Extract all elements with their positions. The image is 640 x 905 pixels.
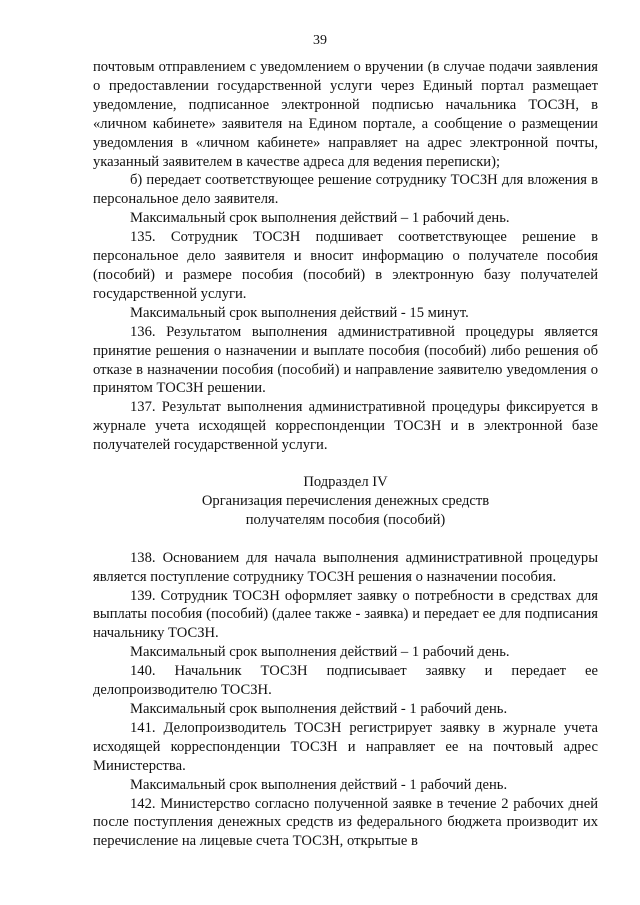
paragraph-deadline: Максимальный срок выполнения действий – 1 рабочий день. [130,644,510,661]
paragraph-142: 142. Министерство согласно полученной заявке в течение 2 рабочих дней после поступления денежных средств из федерального бюджета производит их перечисление на лицевые счета ТОСЗН, открытые в [93,795,598,850]
paragraph-141: 141. Делопроизводитель ТОСЗН регистрирует заявку в журнале учета исходящей корреспонденции ТОСЗН и направляет ее на почтовый адрес Министерства. [93,719,598,774]
paragraph-continuation: почтовым отправлением с уведомлением о вручении (в случае подачи заявления о предоставлении государственной услуги через Единый портал размещает уведомление, подписанное электронной подписью начальника ТОСЗН, в «личном кабинете» заявителя на Едином портале, а сообщение о размещении уведомления в «личном кабинете» направляет на адрес электронной почты, указанный заявителем в качестве адреса для ведения переписки); [93,59,598,170]
paragraph-140: 140. Начальник ТОСЗН подписывает заявку и передает ее делопроизводителю ТОСЗН. [93,663,598,699]
paragraph-deadline: Максимальный срок выполнения действий - 1 рабочий день. [130,701,508,717]
paragraph-138: 138. Основанием для начала выполнения административной процедуры является поступление сотруднику ТОСЗН решения о назначении пособия. [93,549,598,585]
section-number: Подраздел IV [303,474,388,491]
section-title-line-1: Организация перечисления денежных средств [201,492,490,509]
paragraph-deadline: Максимальный срок выполнения действий - 1 рабочий день. [130,776,508,793]
paragraph-135: 135. Сотрудник ТОСЗН подшивает соответствующее решение в персональное дело заявителя и вносит информацию о получателе пособия (пособий) и размере пособия (пособий) в электронную базу получателей государственной услуги. [93,229,598,302]
page-number: 39 [313,33,327,48]
paragraph-deadline: Максимальный срок выполнения действий - 15 минут. [130,304,469,321]
document-body [93,58,598,851]
paragraph-b: б) передает соответствующее решение сотруднику ТОСЗН для вложения в персональное дело заявителя. [93,172,598,208]
paragraph-136: 136. Результатом выполнения административной процедуры является принятие решения о назначении и выплате пособия (пособий) либо решения об отказе в назначении пособия (пособий) и направление заявителю уведомления о принятом ТОСЗН решении. [93,323,598,397]
section-title-line-2: получателям пособия (пособий) [245,511,446,528]
paragraph-137: 137. Результат выполнения административной процедуры фиксируется в журнале учета исходящей корреспонденции ТОСЗН и в электронной базе получателей государственной услуги. [93,399,598,454]
paragraph-deadline: Максимальный срок выполнения действий – 1 рабочий день. [130,210,510,227]
paragraph-139: 139. Сотрудник ТОСЗН оформляет заявку о потребности в средствах для выплаты пособия (пособий) (далее также - заявка) и передает ее для подписания начальнику ТОСЗН. [93,587,598,642]
